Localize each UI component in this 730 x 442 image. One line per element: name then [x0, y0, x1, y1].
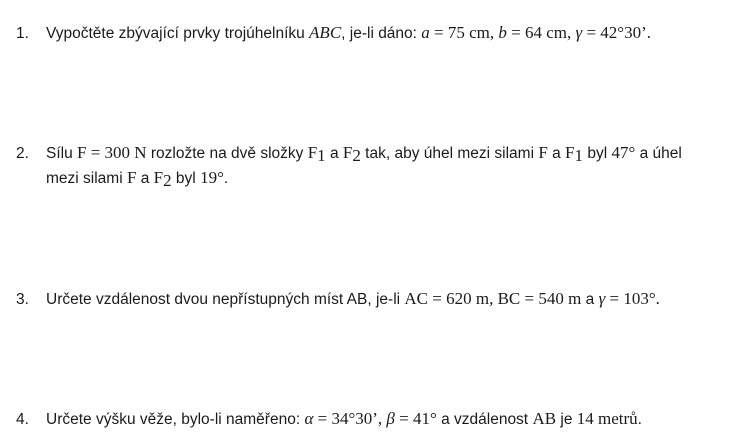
problem-line-2 [16, 166, 722, 191]
problem-text: rozložte na dvě složky [146, 145, 308, 162]
problem-text: mezi silami [46, 170, 127, 187]
beta-symbol: β [386, 409, 395, 428]
distance-value: 14 metrů [576, 409, 638, 428]
problem-text: a [581, 291, 599, 308]
beta-value: = 41° [394, 409, 437, 428]
gamma-symbol: γ [598, 289, 606, 308]
problem-3 [16, 287, 722, 312]
gamma-symbol: γ [575, 23, 583, 42]
problem-line-1 [16, 141, 722, 166]
problem-text: byl [583, 145, 612, 162]
b-symbol: b [498, 23, 507, 42]
problem-text: Sílu [46, 145, 78, 162]
gamma-value: = 103°. [605, 289, 660, 308]
problem-text: . [223, 170, 229, 187]
angle-value: 47° [611, 143, 636, 162]
alpha-symbol: α [304, 409, 314, 428]
problem-text: Vypočtěte zbývající prvky trojúhelníku [46, 25, 310, 42]
b-value: = 64 cm, [506, 23, 576, 42]
problem-text: a [325, 145, 343, 162]
force-expression: F = 300 N [77, 143, 147, 162]
problem-text: a [547, 145, 566, 162]
problem-1 [16, 21, 722, 46]
angle-value: 19° [200, 168, 224, 187]
force-f2: F [342, 143, 353, 162]
problem-2 [16, 141, 722, 191]
alpha-value: = 75 cm, [429, 23, 499, 42]
force-f: F [538, 143, 548, 162]
problem-number: 3. [16, 291, 29, 308]
gamma-value: = 42°30’. [582, 23, 652, 42]
ab-label: AB [532, 409, 557, 428]
problem-text: Určete výšku věže, bylo-li naměřeno: [46, 411, 305, 428]
force-f: F [126, 168, 137, 187]
force-f2: F [153, 168, 164, 187]
problem-number: 1. [16, 25, 29, 42]
force-f1-subscript: 1 [574, 146, 584, 165]
problem-number: 4. [16, 411, 29, 428]
triangle-label: ABC [309, 23, 342, 42]
force-f2-subscript: 2 [163, 171, 172, 190]
problem-text: Určete vzdálenost dvou nepřístupných míst AB, je-li [46, 291, 405, 308]
force-f1-subscript: 1 [317, 146, 326, 165]
alpha-value: = 34°30’, [313, 409, 387, 428]
problem-text: , je-li dáno: [341, 25, 422, 42]
problem-text: . [637, 411, 642, 428]
problem-text: tak, aby úhel mezi silami [360, 145, 539, 162]
force-f2-subscript: 2 [352, 146, 361, 165]
problem-text: byl [171, 170, 201, 187]
problem-text: a vzdálenost [436, 411, 533, 428]
problem-4 [16, 407, 722, 432]
distance-expression: AC = 620 m, BC = 540 m [404, 289, 582, 308]
problem-text: je [556, 411, 577, 428]
force-f1: F [307, 143, 318, 162]
problem-number: 2. [16, 145, 29, 162]
problem-text: a [136, 170, 154, 187]
alpha-symbol: a [421, 23, 430, 42]
force-f1: F [565, 143, 575, 162]
problem-text: a úhel [635, 145, 682, 162]
